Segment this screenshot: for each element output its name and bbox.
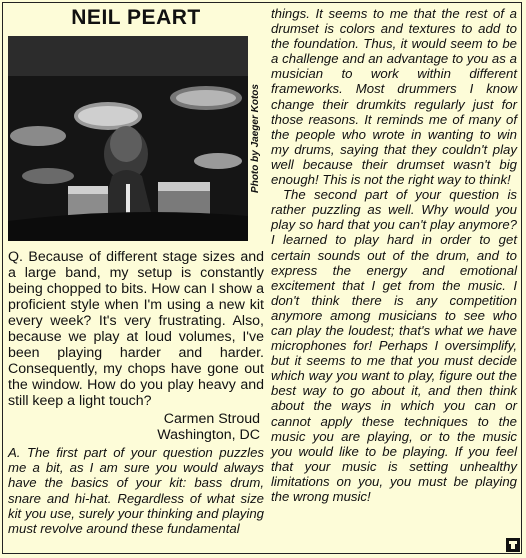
article-title: NEIL PEART (71, 6, 201, 29)
answer-second-paragraph: The second part of your question is rather puzzling as well. Why would you play so hard that you can't play anymore? I learned to play hard in order to get certain sounds out of the drum, and to express the energy and emotional excitement that I get from the music. I don't think there is any competition anymore among musicians to see who can play the loudest; that's what we have microphones for! Perhaps I oversimplify, but it seems to me that you must decide which way you want to play, figure out the best way to go about it, and then think about the ways in which you can or cannot apply these techniques to the music you are playing, or to the music you would like to be playing. If you feel that your music is setting unhealthy limitations on you, you must be playing the wrong music! (271, 187, 517, 504)
photo-credit: Photo by Jaeger Kotos (250, 84, 261, 193)
answer-start: A. The first part of your question puzzles me a bit, as I am sure you would always have the basics of your kit: bass drum, snare and hi-hat. Regardless of what size kit you use, surely your thinking and playing must revolve around these fundamental (8, 445, 264, 537)
photo-block (8, 36, 264, 241)
answer-continued: things. It seems to me that the rest of a drumset is colors and textures to add to the foundation. Thus, it would seem to be a challenge and an advantage to you as a musician to work within different frameworks. Most drummers I know change their drumkits regularly just for those reasons. It reminds me of many of the people who wrote in wanting to win my drums, saying that they couldn't play well because their drumset wasn't big enough! This is not the right way to think! (271, 6, 517, 188)
author-name: Carmen Stroud (163, 411, 260, 427)
drummer-photo (8, 36, 248, 241)
right-column (271, 6, 517, 504)
reader-question: Q. Because of different stage sizes and a large band, my setup is constantly being chopped to bits. How can I show a proficient style when I'm using a new kit every week? It's very frustrating. Also, because we play at loud volumes, I've been playing harder and harder. Consequently, my chops have gone out the window. How do you play heavy and still keep a light touch? (8, 249, 264, 409)
end-of-article-icon (506, 538, 520, 552)
author-location: Washington, DC (157, 427, 260, 443)
drummer-photo-illustration (8, 36, 248, 241)
question-signoff (8, 411, 264, 443)
left-column (8, 6, 264, 536)
